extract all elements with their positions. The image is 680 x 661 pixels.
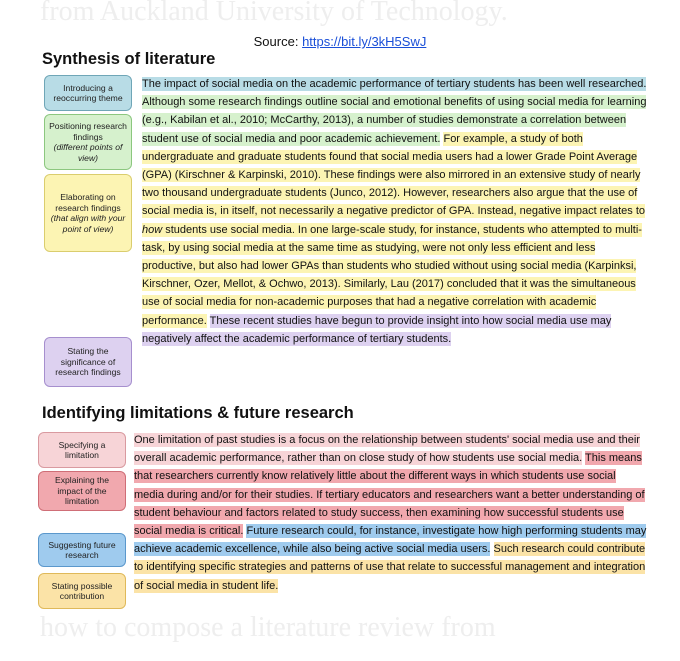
paragraph-limitations	[134, 431, 647, 595]
source-label: Source:	[253, 34, 299, 49]
source-link[interactable]: https://bit.ly/3kH5SwJ	[302, 34, 427, 49]
label-positioning-findings: Positioning research findings (different points of view)	[44, 114, 132, 170]
segment-explaining-impact: This means that researchers currently know relatively little about the different ways in which students use social media during and/or for their studies. If tertiary educators and researchers want a better understanding of student behaviour and factors related to study success, then examining how successful students use social media is critical.	[134, 452, 645, 538]
label-specifying-limitation: Specifying a limitation	[38, 432, 126, 468]
segment-elaborating-findings: For example, a study of both undergraduate and graduate students found that social media users had a lower Grade Point Average (GPA) (Kirschner & Karpinski, 2010). These findings were also mirrored in an extensive study of nearly two thousand undergraduate students (Junco, 2012). However, researchers also argue that the use of social media is, in itself, not necessarily a negative predictor of GPA. Instead, negative impact relates to how students use social media. In one large-scale study, for instance, students who attempted to multi-task, by using social media at the same time as studying, were not only less efficient and less productive, but also had lower GPAs than students who studied without using social media (Karpinksi, Kirschner, Ozer, Mellot, & Ochwo, 2013). Similarly, Lau (2017) concluded that it was the simultaneous use of social media for non-academic purposes that had a negative correlation with academic performance.	[142, 132, 645, 327]
label-stating-significance: Stating the significance of research findings	[44, 337, 132, 387]
background-ghost-text-bottom: how to compose a literature review from	[40, 612, 496, 643]
label-explaining-impact: Explaining the impact of the limitation	[38, 471, 126, 511]
label-suggesting-research: Suggesting future research	[38, 533, 126, 567]
label-introducing-theme: Introducing a reoccurring theme	[44, 75, 132, 111]
segment-suggesting-research: Future research could, for instance, investigate how high performing students may achieve academic excellence, while also being active social media users.	[134, 525, 647, 556]
segment-stating-contribution: Such research could contribute to identifying specific strategies and patterns of use that relate to successful management and integration of social media in student life.	[134, 543, 646, 592]
background-ghost-text-top: from Auckland University of Technology.	[40, 0, 508, 27]
segment-introducing-theme: The impact of social media on the academic performance of tertiary students has been well researched.	[142, 78, 647, 90]
label-elaborating-findings: Elaborating on research findings (that align with your point of view)	[44, 174, 132, 252]
segment-positioning-findings: Although some research findings outline social and emotional benefits of using social media for learning (e.g., Kabilan et al., 2010; McCarthy, 2013), a number of studies demonstrate a correlation between student use of social media and poor academic achievement.	[142, 96, 647, 145]
section-title-synthesis: Synthesis of literature	[42, 50, 216, 68]
source-line	[0, 34, 680, 49]
segment-stating-significance: These recent studies have begun to provide insight into how social media use may negatively affect the academic performance of tertiary students.	[142, 314, 612, 345]
label-stating-contribution: Stating possible contribution	[38, 573, 126, 609]
section-title-limitations: Identifying limitations & future research	[42, 404, 354, 422]
segment-specifying-limitation: One limitation of past studies is a focus on the relationship between students' social media use and their overall academic performance, rather than on close study of how students use social media.	[134, 434, 640, 465]
paragraph-synthesis	[142, 75, 647, 348]
